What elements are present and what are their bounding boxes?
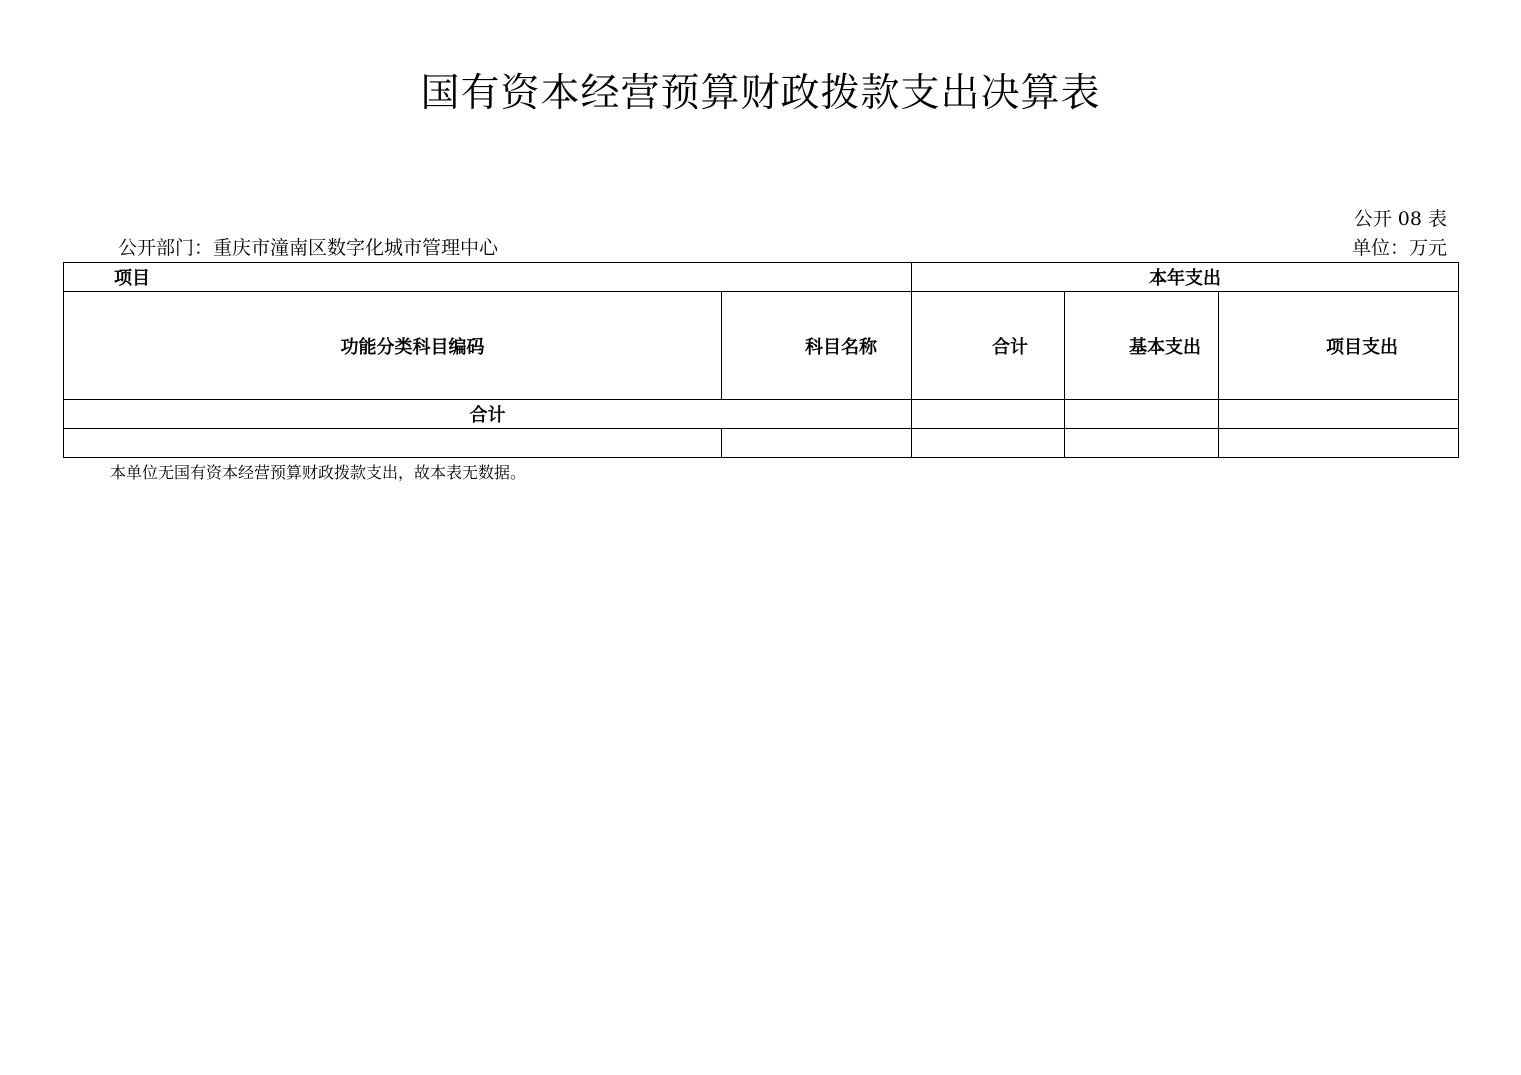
column-header-code: 功能分类科目编码 (64, 292, 722, 400)
row-total (912, 429, 1065, 458)
footnote: 本单位无国有资本经营预算财政拨款支出，故本表无数据。 (110, 463, 527, 482)
row-project (1219, 429, 1459, 458)
total-row (64, 400, 1459, 429)
total-row-project (1219, 400, 1459, 429)
total-row-basic (1065, 400, 1219, 429)
department-label: 公开部门：重庆市潼南区数字化城市管理中心 (118, 237, 499, 259)
column-header-row (64, 292, 1459, 400)
total-row-total (912, 400, 1065, 429)
row-name (722, 429, 912, 458)
unit-label: 单位：万元 (1351, 237, 1447, 259)
column-header-total: 合计 (912, 292, 1065, 400)
table-row (64, 429, 1459, 458)
total-row-label: 合计 (64, 400, 912, 429)
header-year-expense: 本年支出 (912, 263, 1459, 292)
row-code (64, 429, 722, 458)
column-header-name: 科目名称 (722, 292, 912, 400)
row-basic (1065, 429, 1219, 458)
column-header-project: 项目支出 (1219, 292, 1459, 400)
page-title: 国有资本经营预算财政拨款支出决算表 (420, 71, 1101, 116)
header-item: 项目 (64, 263, 912, 292)
column-header-basic: 基本支出 (1065, 292, 1219, 400)
form-number: 公开 08 表 (1353, 208, 1447, 230)
expenditure-table (63, 262, 1459, 458)
table-header-row (64, 263, 1459, 292)
